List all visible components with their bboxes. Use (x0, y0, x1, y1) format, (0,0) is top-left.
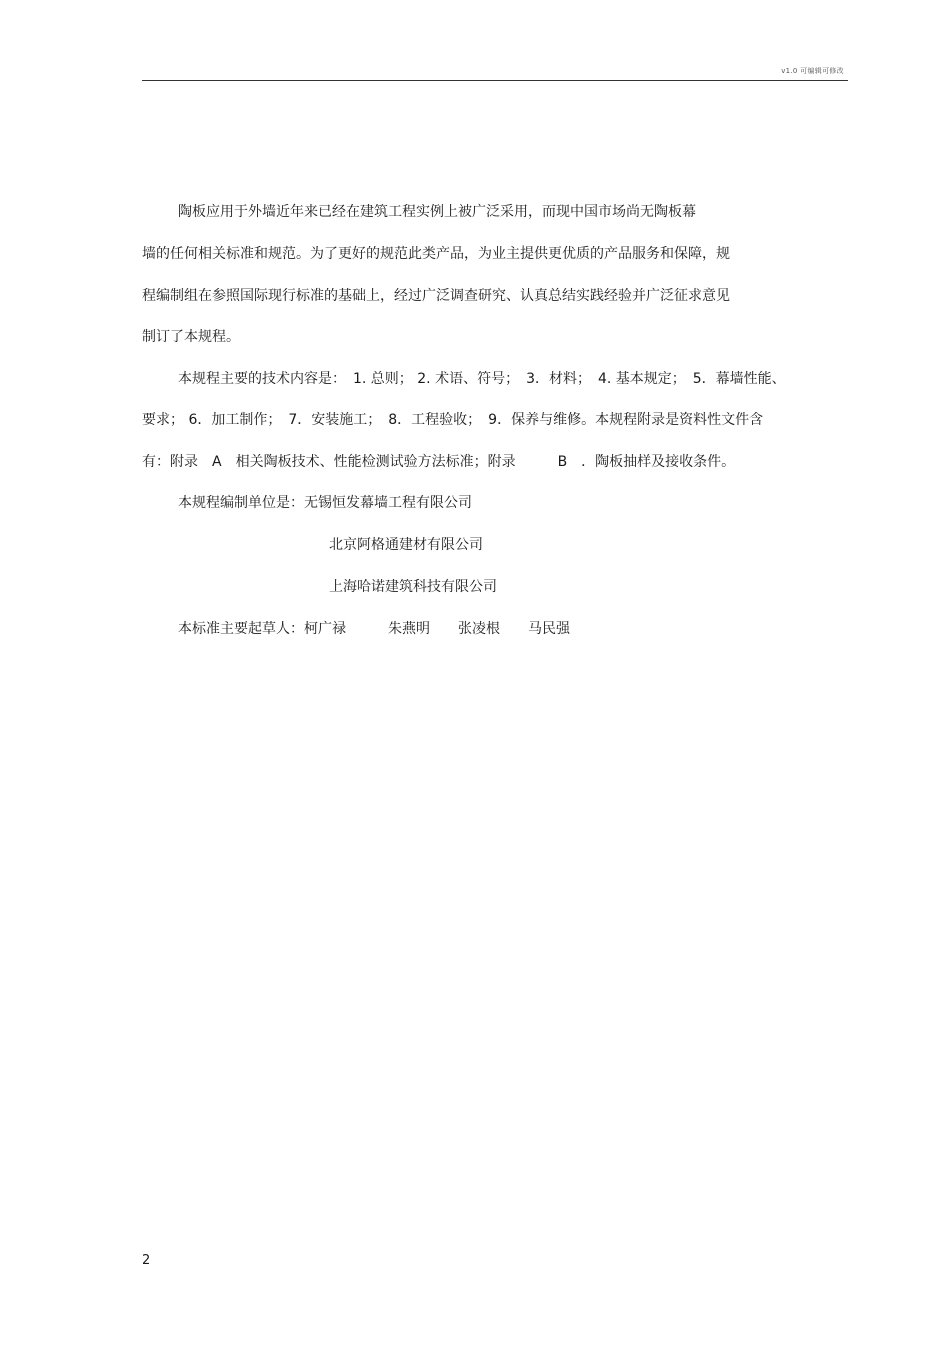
para2-line1: 本规程主要的技术内容是： 1. 总则； 2. 术语、符号； 3．材料； 4. 基本规定； 5．幕墙性能、 (178, 371, 786, 387)
para1-line4: 制订了本规程。 (142, 329, 240, 345)
unit-3: 上海哈诺建筑科技有限公司 (329, 579, 497, 595)
page-number: 2 (142, 1253, 151, 1268)
para1-line2: 墙的任何相关标准和规范。为了更好的规范此类产品，为业主提供更优质的产品服务和保障，规 (142, 246, 730, 262)
header-version-label: v1.0 可编辑可修改 (781, 67, 844, 75)
drafters-line: 本标准主要起草人：柯广禄 朱燕明 张凌根 马民强 (178, 621, 570, 637)
para2-line3: 有：附录 A 相关陶板技术、性能检测试验方法标准；附录 B ．陶板抽样及接收条件。 (142, 454, 736, 470)
unit-2: 北京阿格通建材有限公司 (329, 537, 483, 553)
para1-line1: 陶板应用于外墙近年来已经在建筑工程实例上被广泛采用，而现中国市场尚无陶板幕 (178, 204, 696, 220)
para1-line3: 程编制组在参照国际现行标准的基础上，经过广泛调查研究、认真总结实践经验并广泛征求意见 (142, 288, 730, 304)
units-label-line: 本规程编制单位是：无锡恒发幕墙工程有限公司 (178, 495, 472, 511)
para2-line2: 要求； 6．加工制作； 7．安装施工； 8．工程验收； 9．保养与维修。本规程附录是资料性文件含 (142, 412, 764, 428)
header-rule (142, 80, 848, 81)
